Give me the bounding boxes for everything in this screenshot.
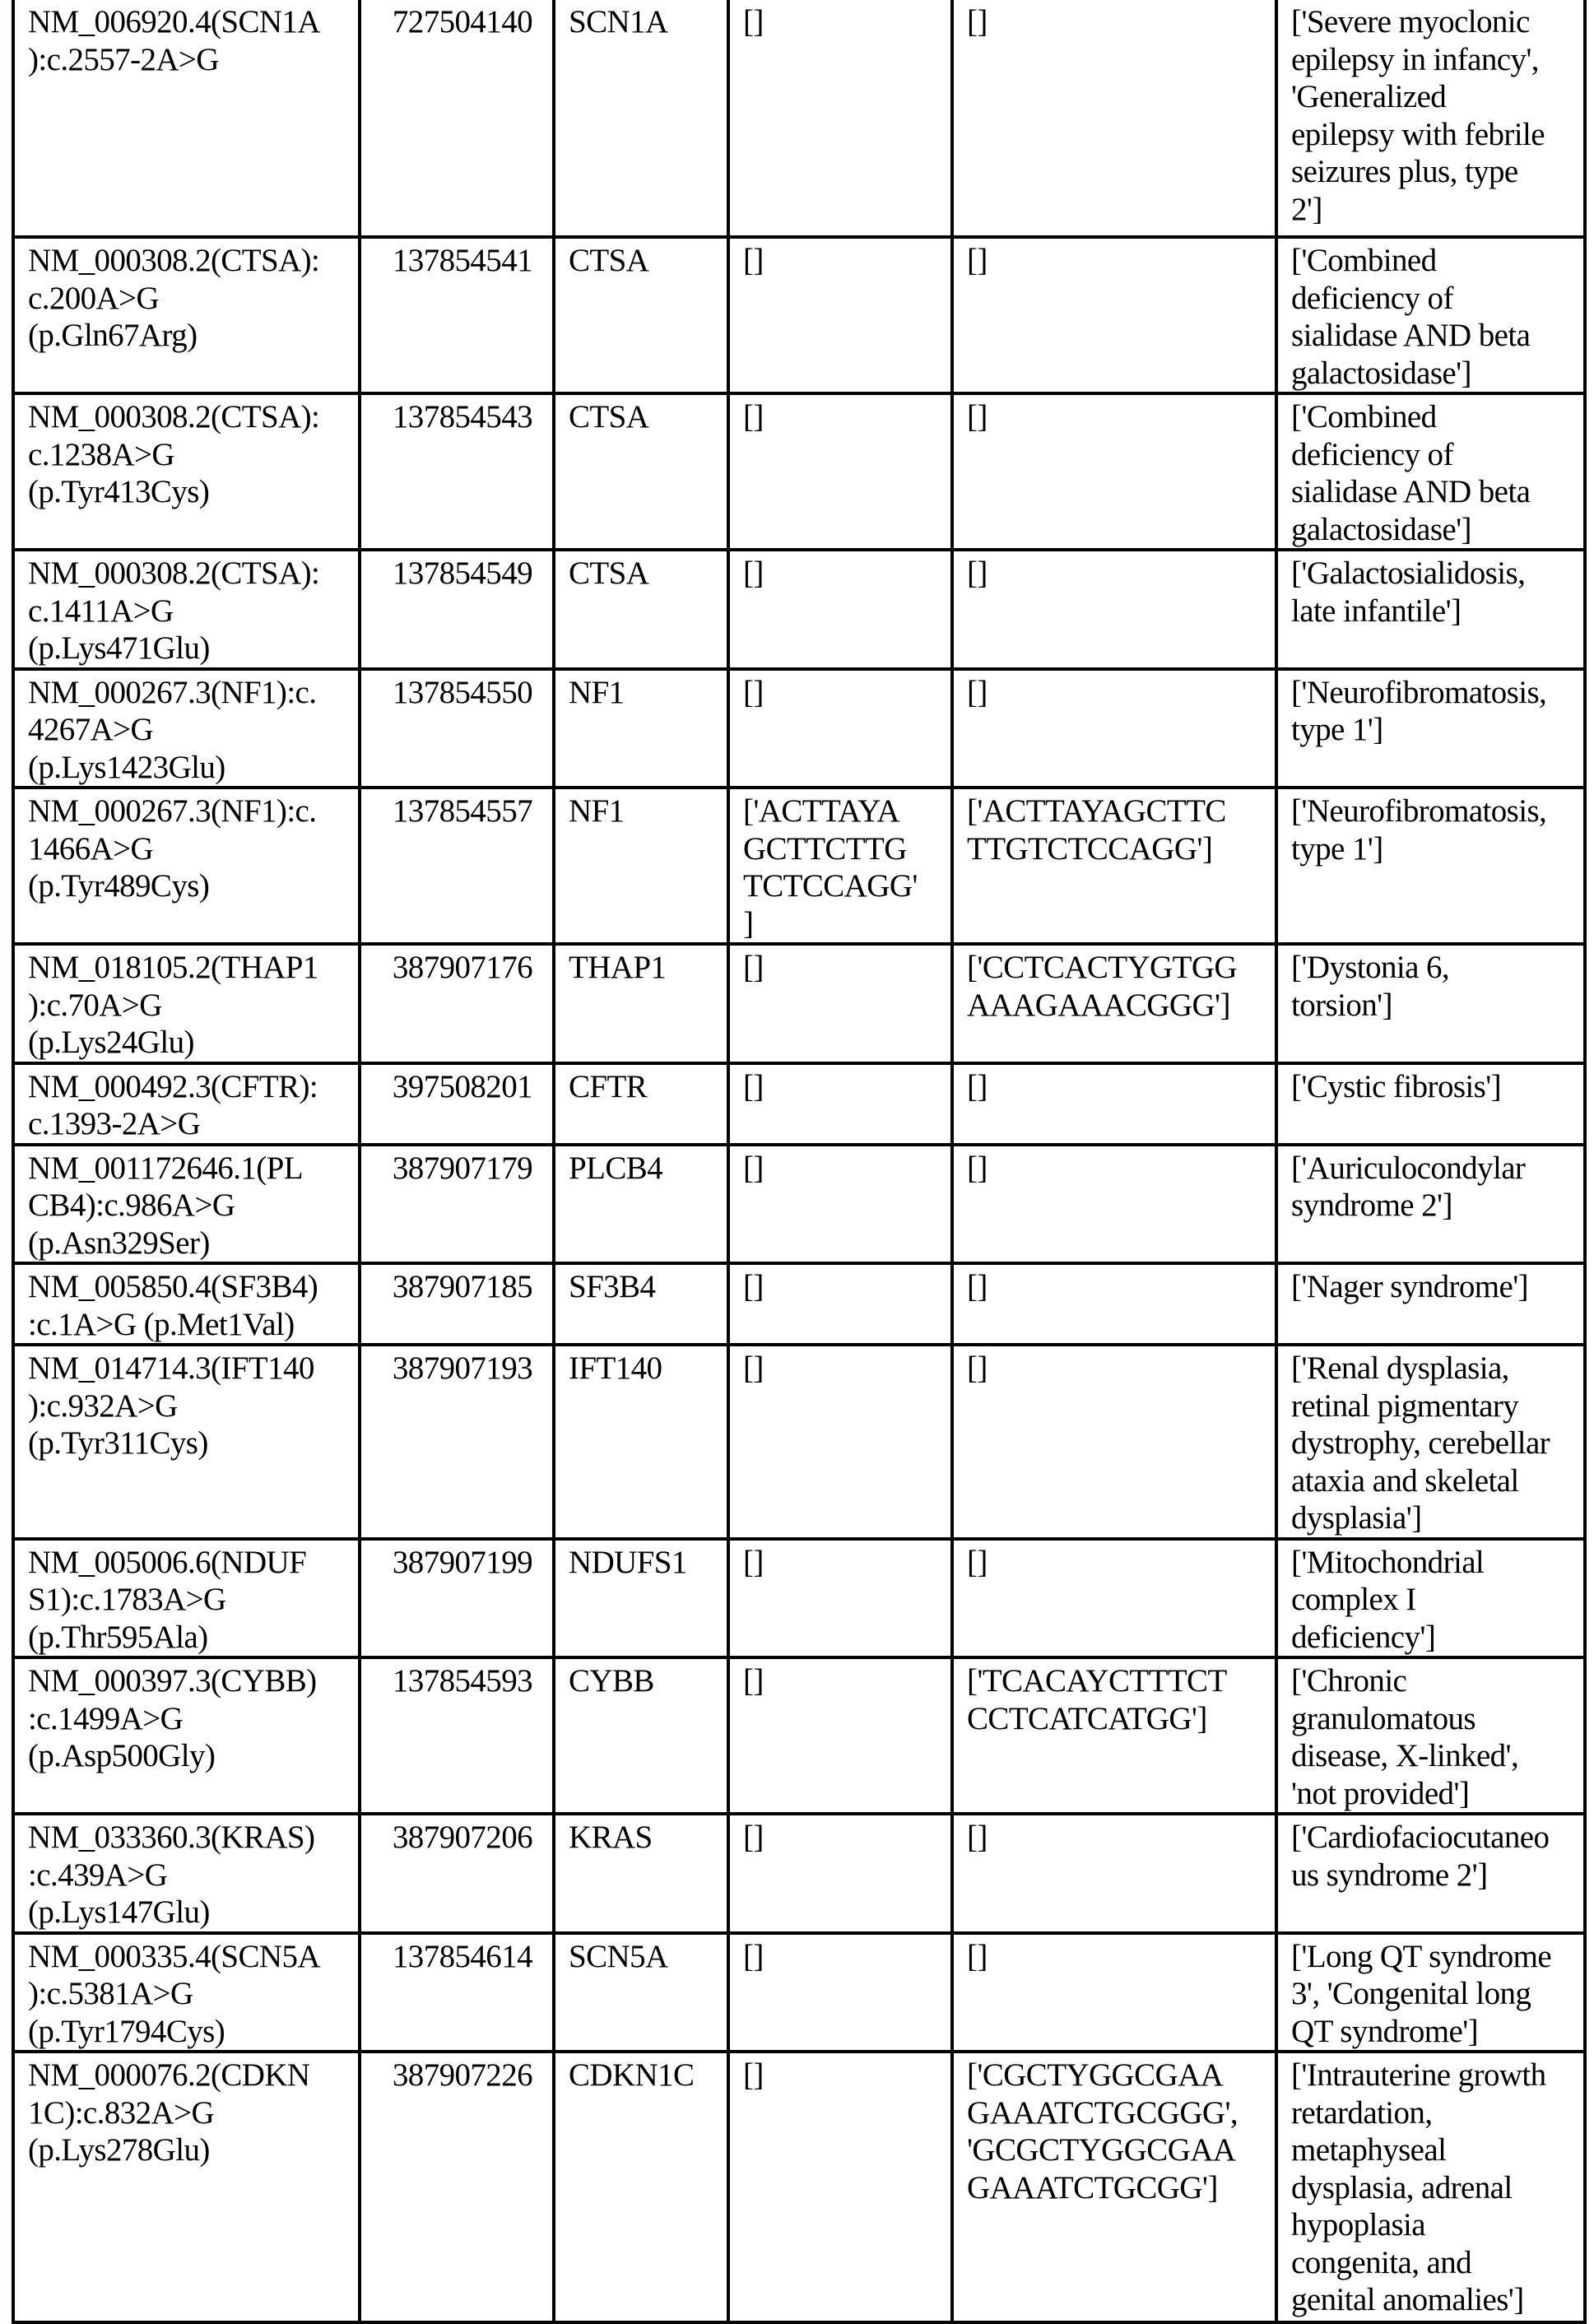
sequence-a-cell: [] xyxy=(728,944,952,1063)
table-row xyxy=(13,1063,1585,1145)
id-cell: 387907199 xyxy=(360,1539,554,1658)
gene-cell: KRAS xyxy=(554,1814,728,1933)
sequence-b-cell: ['CGCTYGGCGAA GAAATCTGCGGG', 'GCGCTYGGCGAA GAAATCTGCGG'] xyxy=(952,2052,1276,2322)
variant-name-cell: NM_005850.4(SF3B4) :c.1A>G (p.Met1Val) xyxy=(13,1263,360,1345)
variant-name-cell: NM_014714.3(IFT140 ):c.932A>G (p.Tyr311Cys) xyxy=(13,1345,360,1539)
id-cell: 387907193 xyxy=(360,1345,554,1539)
table-row xyxy=(13,1263,1585,1345)
sequence-b-cell: ['CCTCACTYGTGG AAAGAAACGGG'] xyxy=(952,944,1276,1063)
sequence-a-cell: [] xyxy=(728,1539,952,1658)
condition-cell: ['Renal dysplasia, retinal pigmentary dystrophy, cerebellar ataxia and skeletal dysplasia'] xyxy=(1276,1345,1585,1539)
sequence-b-cell: [] xyxy=(952,393,1276,550)
condition-cell: ['Dystonia 6, torsion'] xyxy=(1276,944,1585,1063)
table-row xyxy=(13,0,1585,237)
sequence-a-cell: [] xyxy=(728,1345,952,1539)
table-row xyxy=(13,2052,1585,2322)
sequence-b-cell: [] xyxy=(952,669,1276,788)
variant-name-cell: NM_000308.2(CTSA): c.1238A>G (p.Tyr413Cys) xyxy=(13,393,360,550)
id-cell: 387907206 xyxy=(360,1814,554,1933)
id-cell: 137854549 xyxy=(360,550,554,669)
table-row xyxy=(13,393,1585,550)
variant-name-cell: NM_033360.3(KRAS) :c.439A>G (p.Lys147Glu) xyxy=(13,1814,360,1933)
sequence-b-cell: [] xyxy=(952,1145,1276,1264)
gene-cell: NDUFS1 xyxy=(554,1539,728,1658)
sequence-b-cell: [] xyxy=(952,1933,1276,2052)
gene-cell: SCN1A xyxy=(554,0,728,237)
gene-cell: THAP1 xyxy=(554,944,728,1063)
table-row xyxy=(13,1145,1585,1264)
variant-name-cell: NM_000397.3(CYBB) :c.1499A>G (p.Asp500Gly) xyxy=(13,1657,360,1814)
table-row xyxy=(13,1933,1585,2052)
condition-cell: ['Intrauterine growth retardation, metaphyseal dysplasia, adrenal hypoplasia congenita, and genital anomalies'] xyxy=(1276,2052,1585,2322)
sequence-a-cell: [] xyxy=(728,1657,952,1814)
gene-cell: CYBB xyxy=(554,1657,728,1814)
table-row xyxy=(13,944,1585,1063)
variant-name-cell: NM_000492.3(CFTR): c.1393-2A>G xyxy=(13,1063,360,1145)
condition-cell: ['Auriculocondylar syndrome 2'] xyxy=(1276,1145,1585,1264)
id-cell: 137854550 xyxy=(360,669,554,788)
gene-cell: CTSA xyxy=(554,393,728,550)
variant-name-cell: NM_000076.2(CDKN 1C):c.832A>G (p.Lys278Glu) xyxy=(13,2052,360,2322)
table-row xyxy=(13,669,1585,788)
id-cell: 137854593 xyxy=(360,1657,554,1814)
variant-name-cell: NM_018105.2(THAP1 ):c.70A>G (p.Lys24Glu) xyxy=(13,944,360,1063)
table-row xyxy=(13,550,1585,669)
condition-cell: ['Nager syndrome'] xyxy=(1276,1263,1585,1345)
id-cell: 387907176 xyxy=(360,944,554,1063)
table-body xyxy=(13,0,1585,2322)
id-cell: 137854541 xyxy=(360,237,554,393)
id-cell: 397508201 xyxy=(360,1063,554,1145)
id-cell: 137854557 xyxy=(360,788,554,944)
sequence-a-cell: [] xyxy=(728,1263,952,1345)
condition-cell: ['Combined deficiency of sialidase AND beta galactosidase'] xyxy=(1276,393,1585,550)
variant-table xyxy=(12,0,1587,2324)
gene-cell: NF1 xyxy=(554,669,728,788)
table-row xyxy=(13,1657,1585,1814)
table-row xyxy=(13,788,1585,944)
table-row xyxy=(13,237,1585,393)
gene-cell: SF3B4 xyxy=(554,1263,728,1345)
sequence-b-cell: [] xyxy=(952,550,1276,669)
gene-cell: CTSA xyxy=(554,237,728,393)
id-cell: 137854614 xyxy=(360,1933,554,2052)
condition-cell: ['Cystic fibrosis'] xyxy=(1276,1063,1585,1145)
variant-name-cell: NM_000267.3(NF1):c. 1466A>G (p.Tyr489Cys) xyxy=(13,788,360,944)
sequence-b-cell: [] xyxy=(952,1345,1276,1539)
id-cell: 387907185 xyxy=(360,1263,554,1345)
variant-name-cell: NM_005006.6(NDUF S1):c.1783A>G (p.Thr595Ala) xyxy=(13,1539,360,1658)
condition-cell: ['Cardiofaciocutaneo us syndrome 2'] xyxy=(1276,1814,1585,1933)
gene-cell: CFTR xyxy=(554,1063,728,1145)
table-row xyxy=(13,1814,1585,1933)
variant-name-cell: NM_000308.2(CTSA): c.200A>G (p.Gln67Arg) xyxy=(13,237,360,393)
condition-cell: ['Neurofibromatosis, type 1'] xyxy=(1276,669,1585,788)
sequence-b-cell: [] xyxy=(952,1263,1276,1345)
sequence-a-cell: [] xyxy=(728,2052,952,2322)
gene-cell: CTSA xyxy=(554,550,728,669)
sequence-a-cell: [] xyxy=(728,1145,952,1264)
sequence-a-cell: ['ACTTAYA GCTTCTTG TCTCCAGG' ] xyxy=(728,788,952,944)
sequence-b-cell: ['ACTTAYAGCTTC TTGTCTCCAGG'] xyxy=(952,788,1276,944)
sequence-a-cell: [] xyxy=(728,1814,952,1933)
condition-cell: ['Galactosialidosis, late infantile'] xyxy=(1276,550,1585,669)
id-cell: 137854543 xyxy=(360,393,554,550)
variant-name-cell: NM_001172646.1(PL CB4):c.986A>G (p.Asn329Ser) xyxy=(13,1145,360,1264)
id-cell: 387907179 xyxy=(360,1145,554,1264)
id-cell: 387907226 xyxy=(360,2052,554,2322)
condition-cell: ['Chronic granulomatous disease, X-linked', 'not provided'] xyxy=(1276,1657,1585,1814)
sequence-b-cell: [] xyxy=(952,0,1276,237)
sequence-b-cell: [] xyxy=(952,1063,1276,1145)
condition-cell: ['Combined deficiency of sialidase AND beta galactosidase'] xyxy=(1276,237,1585,393)
gene-cell: CDKN1C xyxy=(554,2052,728,2322)
table-row xyxy=(13,1345,1585,1539)
gene-cell: SCN5A xyxy=(554,1933,728,2052)
variant-name-cell: NM_000308.2(CTSA): c.1411A>G (p.Lys471Glu) xyxy=(13,550,360,669)
sequence-a-cell: [] xyxy=(728,393,952,550)
sequence-b-cell: [] xyxy=(952,1814,1276,1933)
gene-cell: IFT140 xyxy=(554,1345,728,1539)
variant-name-cell: NM_006920.4(SCN1A ):c.2557-2A>G xyxy=(13,0,360,237)
sequence-a-cell: [] xyxy=(728,669,952,788)
sequence-a-cell: [] xyxy=(728,1063,952,1145)
id-cell: 727504140 xyxy=(360,0,554,237)
condition-cell: ['Neurofibromatosis, type 1'] xyxy=(1276,788,1585,944)
sequence-a-cell: [] xyxy=(728,0,952,237)
variant-name-cell: NM_000335.4(SCN5A ):c.5381A>G (p.Tyr1794Cys) xyxy=(13,1933,360,2052)
condition-cell: ['Mitochondrial complex I deficiency'] xyxy=(1276,1539,1585,1658)
sequence-b-cell: ['TCACAYCTTTCT CCTCATCATGG'] xyxy=(952,1657,1276,1814)
sequence-a-cell: [] xyxy=(728,550,952,669)
condition-cell: ['Severe myoclonic epilepsy in infancy', 'Generalized epilepsy with febrile seizures plus, type 2'] xyxy=(1276,0,1585,237)
sequence-a-cell: [] xyxy=(728,1933,952,2052)
condition-cell: ['Long QT syndrome 3', 'Congenital long QT syndrome'] xyxy=(1276,1933,1585,2052)
variant-name-cell: NM_000267.3(NF1):c. 4267A>G (p.Lys1423Glu) xyxy=(13,669,360,788)
table-row xyxy=(13,1539,1585,1658)
gene-cell: NF1 xyxy=(554,788,728,944)
sequence-a-cell: [] xyxy=(728,237,952,393)
gene-cell: PLCB4 xyxy=(554,1145,728,1264)
sequence-b-cell: [] xyxy=(952,1539,1276,1658)
sequence-b-cell: [] xyxy=(952,237,1276,393)
